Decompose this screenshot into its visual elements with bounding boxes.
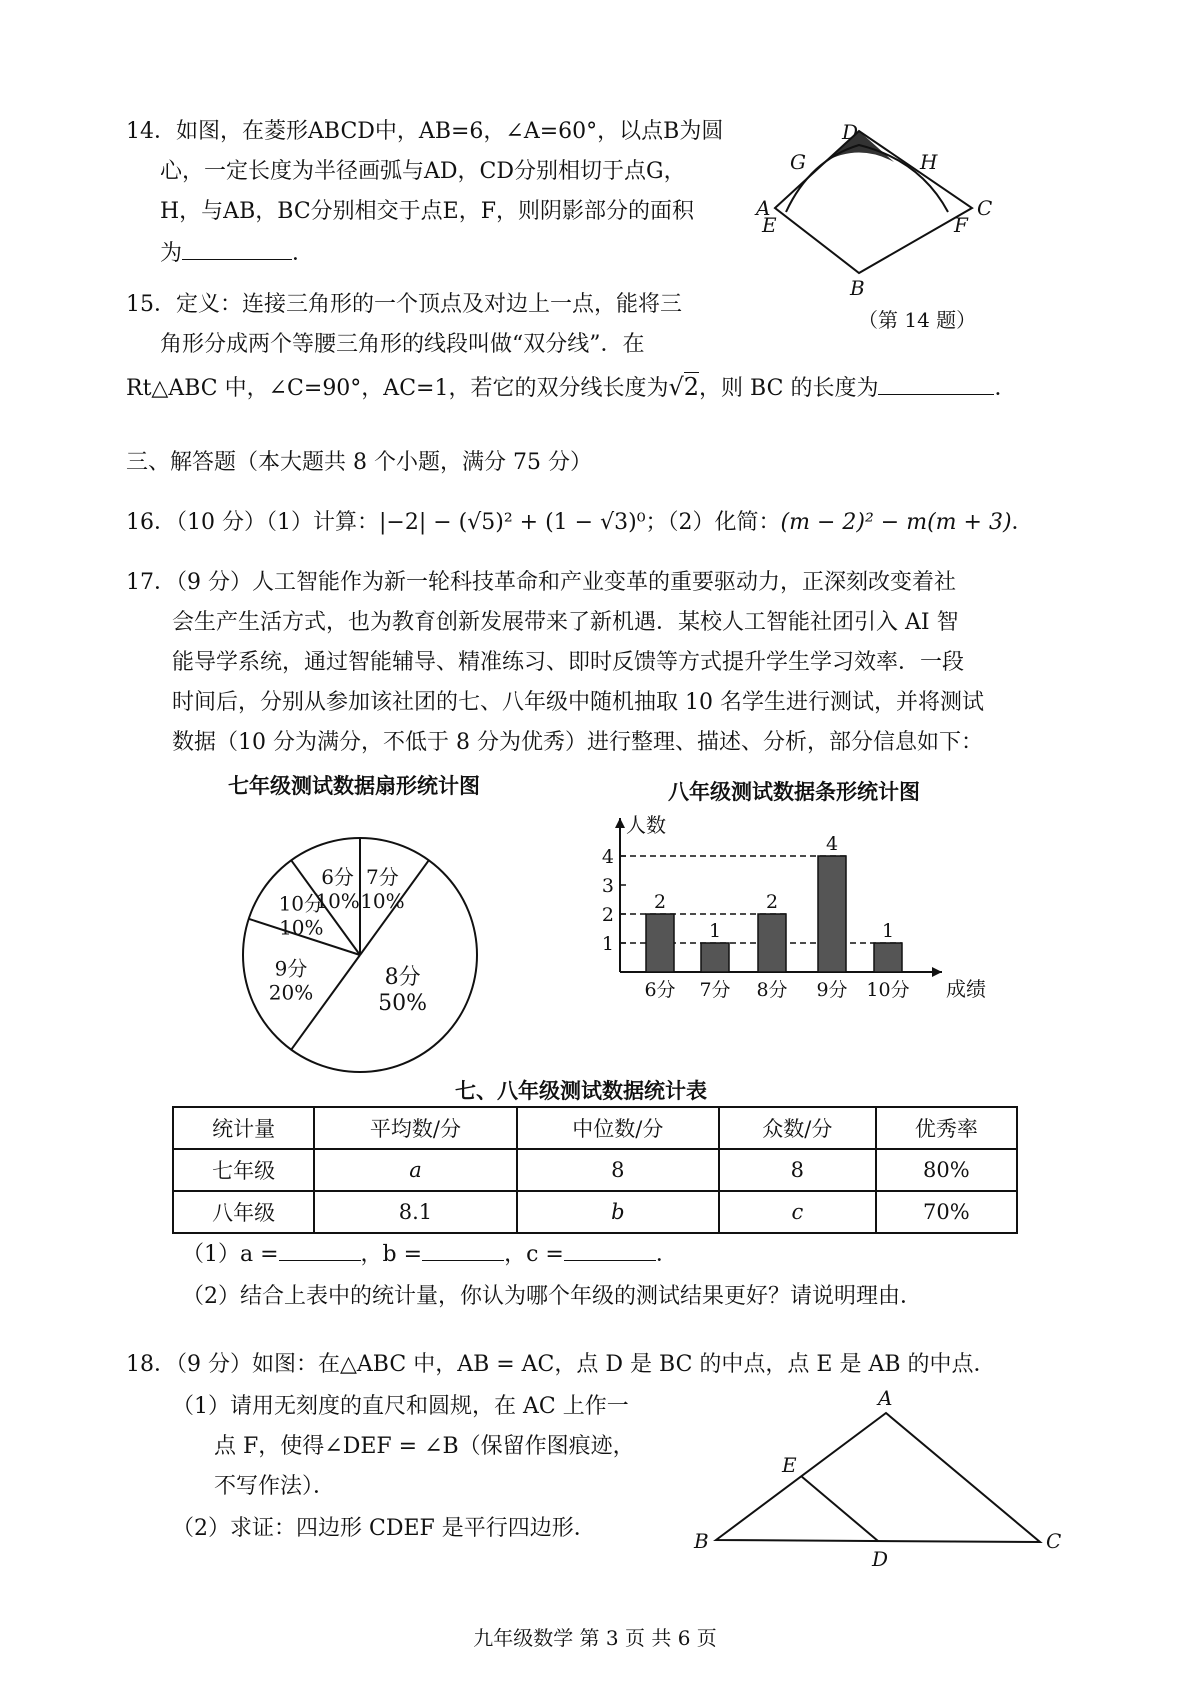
bar-y-tick-label: 2 [601, 904, 614, 926]
table-row [173, 1191, 1017, 1233]
pie-slice-label: 8分 [384, 964, 421, 990]
q17-line-3: 能导学系统，通过智能辅导、精准练习、即时反馈等方式提升学生学习效率．一段 [172, 650, 965, 675]
q17-sub1-b-label: ，b = [360, 1242, 423, 1267]
bar-y-tick-label: 4 [601, 846, 614, 868]
q14-label-d: D [842, 120, 859, 144]
bar-value-label: 4 [825, 833, 839, 855]
table-header: 中位数/分 [517, 1107, 719, 1149]
q16-separator: ； [645, 510, 668, 535]
q18-label-a: A [878, 1386, 893, 1410]
stats-table [172, 1106, 1018, 1234]
pie-slice-percent: 10% [360, 889, 405, 914]
table-cell: 8.1 [314, 1191, 516, 1233]
bar-y-tick-label: 1 [601, 933, 614, 955]
q14-label-c: C [977, 196, 993, 220]
table-header: 平均数/分 [314, 1107, 516, 1149]
q17-answer-c[interactable] [564, 1238, 656, 1261]
q18-label-b: B [694, 1529, 709, 1553]
bar-category-label: 9分 [816, 979, 848, 1001]
table-header: 优秀率 [876, 1107, 1017, 1149]
q14-line-3: H，与AB，BC分别相交于点E，F，则阴影部分的面积 [160, 199, 694, 224]
q14-label-g: G [790, 150, 806, 174]
pie-slice-label: 9分 [274, 956, 308, 981]
table-header: 统计量 [173, 1107, 314, 1149]
q16-part1-label: （1）计算： [266, 510, 379, 535]
q15-line-3-suffix: ． [994, 376, 1017, 401]
q17-line-1: 17．（9 分）人工智能作为新一轮科技革命和产业变革的重要驱动力，正深刻改变着社 [126, 570, 956, 595]
bar [758, 914, 786, 972]
q16-line [126, 508, 1034, 538]
bar-value-label: 2 [653, 891, 667, 913]
table-cell: c [719, 1191, 876, 1233]
q18-segment-ed [801, 1476, 878, 1541]
table-cell: b [517, 1191, 719, 1233]
q14-label-a: A [756, 196, 771, 220]
q16-end: ． [1011, 510, 1034, 535]
q14-line-4 [160, 237, 314, 269]
q18-sub1-line-3: 不写作法）． [214, 1474, 336, 1499]
bar-x-axis-label: 成绩 [946, 977, 986, 1001]
q17-sub1-c-label: ，c = [504, 1242, 564, 1267]
q14-line-4-suffix: ． [292, 241, 315, 266]
q15-line-3 [126, 372, 1016, 404]
q16-points: （10 分） [176, 510, 266, 535]
bar [701, 943, 729, 972]
table-cell: 八年级 [173, 1191, 314, 1233]
section-3-title: 三、解答题（本大题共 8 个小题，满分 75 分） [126, 450, 592, 475]
q14-label-h: H [920, 150, 938, 174]
q14-line-1: 14．如图，在菱形ABCD中，AB=6，∠A=60°，以点B为圆 [126, 119, 724, 144]
pie-slice-label: 10分 [278, 891, 325, 916]
q15-sqrt: √2 [668, 373, 700, 401]
bar-category-label: 10分 [866, 979, 910, 1001]
bar [874, 943, 902, 972]
q17-sub2: （2）结合上表中的统计量，你认为哪个年级的测试结果更好？请说明理由． [182, 1284, 922, 1309]
q18-line-1: 18．（9 分）如图：在△ABC 中，AB = AC，点 D 是 BC 的中点，点 E 是 AB 的中点． [126, 1352, 996, 1377]
q14-caption: （第 14 题） [858, 308, 977, 332]
bar-y-axis-arrow [615, 818, 625, 828]
table-title: 七、八年级测试数据统计表 [455, 1078, 707, 1103]
page-footer: 九年级数学 第 3 页 共 6 页 [473, 1626, 717, 1650]
bar-chart-group [602, 813, 986, 1001]
q17-line-2: 会生产生活方式，也为教育创新发展带来了新机遇．某校人工智能社团引入 AI 智 [172, 610, 959, 635]
bar-y-tick-label: 3 [601, 875, 614, 897]
q14-label-f: F [954, 213, 968, 237]
q18-label-d: D [872, 1547, 889, 1571]
q15-sqrt-value: 2 [683, 373, 700, 401]
bar-y-axis-label: 人数 [626, 813, 666, 837]
q17-sub1-end: ． [655, 1242, 678, 1267]
pie-slice-percent: 10% [315, 889, 360, 914]
q16-number: 16． [126, 510, 176, 535]
q14-answer-blank[interactable] [182, 237, 292, 260]
pie-slice-label: 6分 [321, 865, 354, 890]
bar [646, 914, 674, 972]
q18-triangle-figure [690, 1380, 1080, 1580]
table-cell: 70% [876, 1191, 1017, 1233]
q14-line-4-prefix: 为 [160, 241, 183, 266]
bar-value-label: 1 [881, 920, 895, 942]
table-header: 众数/分 [719, 1107, 876, 1149]
q16-part1-expression: |−2| − (√5)² + (1 − √3)⁰ [379, 510, 646, 535]
q15-answer-blank[interactable] [878, 372, 994, 395]
pie-chart-title: 七年级测试数据扇形统计图 [228, 773, 480, 798]
q18-sub2: （2）求证：四边形 CDEF 是平行四边形． [172, 1516, 596, 1541]
q15-line-1: 15．定义：连接三角形的一个顶点及对边上一点，能将三 [126, 292, 682, 317]
bar-category-label: 8分 [756, 979, 788, 1001]
pie-slice-percent: 50% [378, 990, 428, 1016]
bar-chart-title: 八年级测试数据条形统计图 [668, 779, 920, 804]
q14-label-e: E [762, 213, 777, 237]
table-cell: 8 [517, 1149, 719, 1191]
q17-sub1 [182, 1238, 678, 1270]
bar-value-label: 1 [708, 920, 722, 942]
bar [818, 856, 846, 972]
q16-part2-label: （2）化简： [667, 510, 781, 535]
table-cell: a [314, 1149, 516, 1191]
pie-slice-percent: 20% [268, 980, 314, 1005]
q15-line-2: 角形分成两个等腰三角形的线段叫做“双分线”．在 [160, 332, 645, 357]
q18-sub1-line-2: 点 F，使得∠DEF = ∠B（保留作图痕迹， [214, 1434, 635, 1459]
q15-line-3-mid: ，则 BC 的长度为 [699, 376, 879, 401]
table-row [173, 1149, 1017, 1191]
q18-triangle-abc [716, 1413, 1040, 1542]
q14-line-2: 心，一定长度为半径画弧与AD，CD分别相切于点G， [160, 159, 686, 184]
q14-label-b: B [850, 276, 865, 300]
table-header-row [173, 1107, 1017, 1149]
table-cell: 8 [719, 1149, 876, 1191]
q18-label-e: E [782, 1453, 797, 1477]
q15-line-3-prefix: Rt△ABC 中，∠C=90°，AC=1，若它的双分线长度为 [126, 376, 669, 401]
table-cell: 七年级 [173, 1149, 314, 1191]
q17-line-5: 数据（10 分为满分，不低于 8 分为优秀）进行整理、描述、分析，部分信息如下： [172, 730, 983, 755]
q18-sub1-line-1: （1）请用无刻度的直尺和圆规，在 AC 上作一 [172, 1394, 629, 1419]
q17-sub1-a-label: （1）a = [182, 1242, 279, 1267]
table-cell: 80% [876, 1149, 1017, 1191]
bar-value-label: 2 [765, 891, 779, 913]
q17-answer-a[interactable] [279, 1238, 361, 1261]
q17-answer-b[interactable] [422, 1238, 504, 1261]
pie-slice-label: 7分 [366, 865, 399, 890]
q16-part2-expression: (m − 2)² − m(m + 3) [780, 510, 1012, 535]
bar-x-axis-arrow [932, 967, 942, 977]
q14-rhombus-figure [756, 115, 1070, 300]
q17-line-4: 时间后，分别从参加该社团的七、八年级中随机抽取 10 名学生进行测试，并将测试 [172, 690, 984, 715]
bar-category-label: 6分 [644, 979, 676, 1001]
pie-slice-percent: 10% [279, 915, 324, 940]
bar-category-label: 7分 [699, 979, 731, 1001]
q18-label-c: C [1046, 1529, 1062, 1553]
pie-chart [235, 830, 485, 1080]
bar-chart [601, 813, 1040, 1078]
